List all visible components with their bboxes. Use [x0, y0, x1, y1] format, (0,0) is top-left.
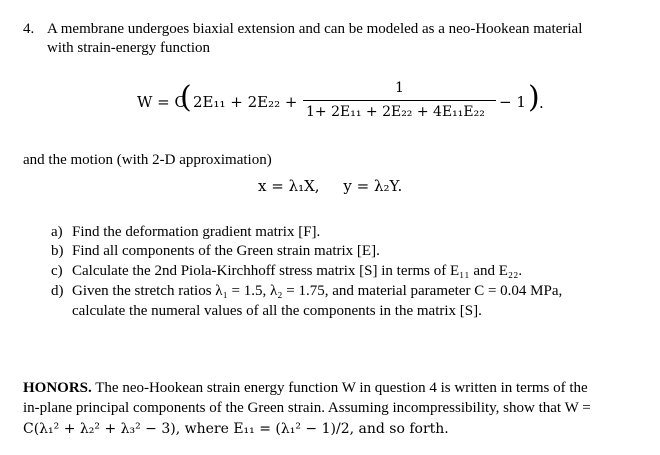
equation-lhs: W = C: [137, 93, 186, 111]
part-a-text: Find the deformation gradient matrix [F].: [72, 224, 321, 240]
problem-number: 4.: [23, 21, 35, 37]
equation-left-paren: (: [180, 80, 192, 115]
part-b-label: b): [51, 243, 64, 259]
honors-line2: in-plane principal components of the Green strain. Assuming incompressibility, show that W =: [23, 400, 591, 416]
honors-line1: [23, 380, 588, 397]
honors-line1-text: The neo-Hookean strain energy function W in question 4 is written in terms of the: [95, 380, 588, 396]
equation-right-paren: ): [528, 80, 540, 115]
part-d-text-line2: calculate the numeral values of all the components in the matrix [S].: [72, 303, 482, 319]
problem-intro-line1: A membrane undergoes biaxial extension and can be modeled as a neo-Hookean material: [47, 21, 583, 37]
part-c-label: c): [51, 263, 63, 279]
part-a-label: a): [51, 224, 63, 240]
part-c-text: Calculate the 2nd Piola-Kirchhoff stress matrix [S] in terms of E₁₁ and E₂₂.: [72, 263, 523, 279]
honors-heading: HONORS.: [23, 380, 92, 396]
part-b-text: Find all components of the Green strain matrix [E].: [72, 243, 380, 259]
honors-line3: C(λ₁² + λ₂² + λ₃² − 3), where E₁₁ = (λ₁² − 1)/2, and so forth.: [23, 421, 449, 437]
equation-fraction-bar: [303, 100, 496, 101]
equation-tail: − 1: [499, 93, 526, 111]
equation-term1: 2E₁₁ + 2E₂₂ +: [193, 93, 298, 111]
part-d-text-line1: Given the stretch ratios λ₁ = 1.5, λ₂ = 1.75, and material parameter C = 0.04 MPa,: [72, 283, 563, 299]
motion-text: and the motion (with 2-D approximation): [23, 152, 272, 168]
part-d-label: d): [51, 283, 64, 299]
equation-denominator: 1+ 2E₁₁ + 2E₂₂ + 4E₁₁E₂₂: [306, 104, 485, 120]
equation-numerator: 1: [395, 80, 404, 96]
motion-equation: x = λ₁X, y = λ₂Y.: [258, 177, 403, 195]
problem-intro-line2: with strain-energy function: [47, 40, 211, 56]
equation-end: .: [539, 94, 544, 112]
